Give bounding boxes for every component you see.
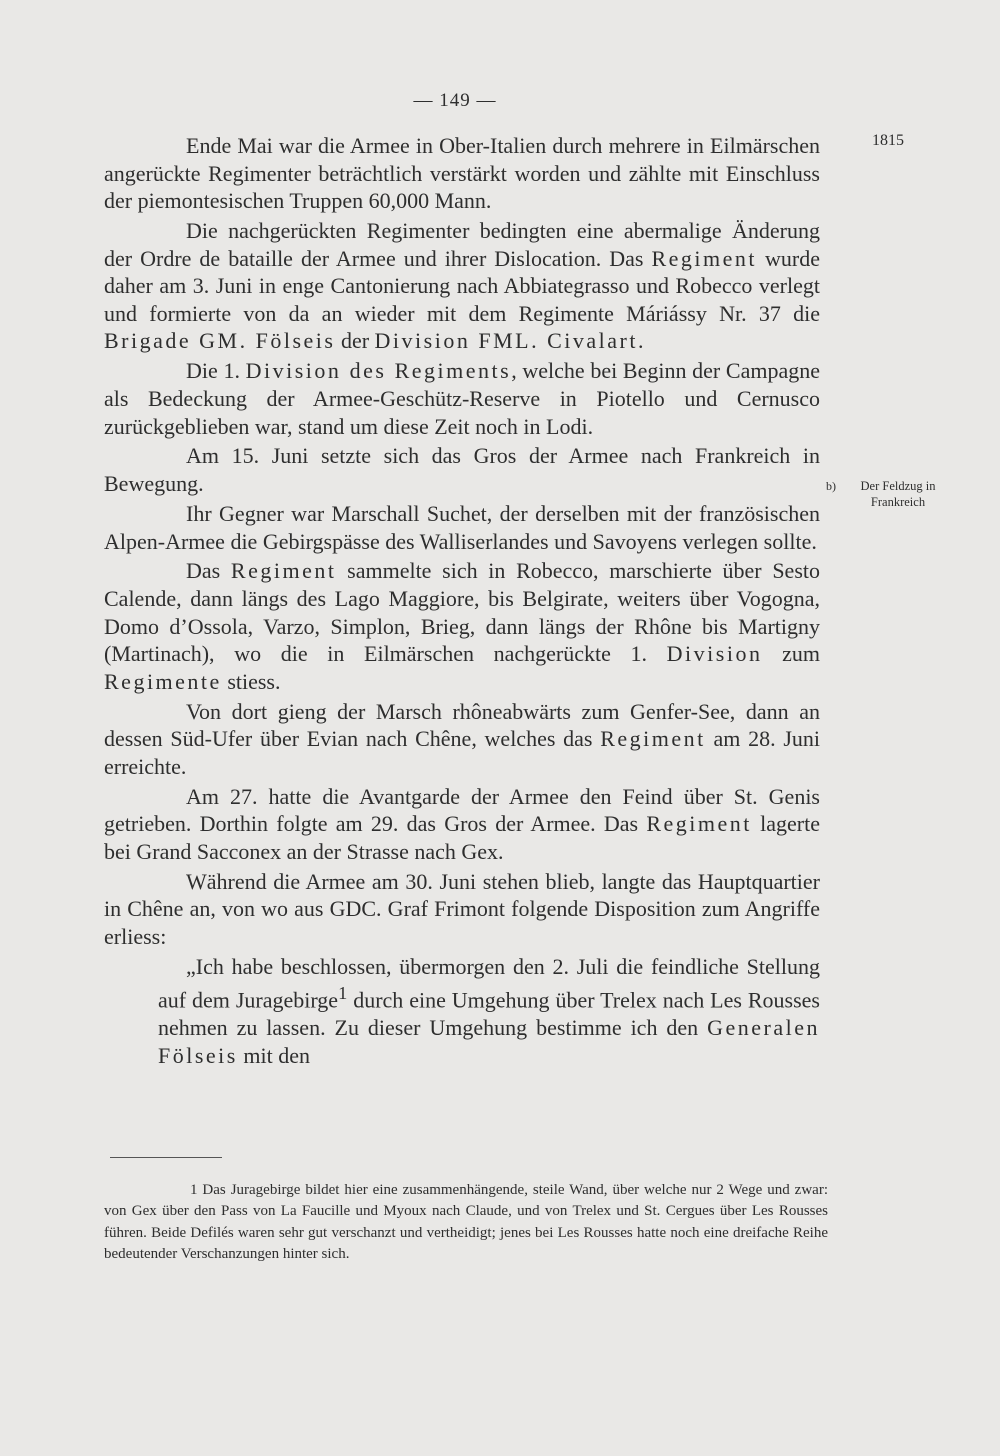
body-text [104,132,820,1072]
text-run: mit den [237,1043,310,1068]
spaced-term: Regiment [646,811,752,837]
text-run: sammelte sich in Robecco, marschierte über Sesto Calende, dann längs des Lago Maggiore, bis Belgirate, weiters über Vogogna, Domo d’Ossola, Varzo, Simplon, Brieg, dann längs der Rhône bis Martigny (Martinach), wo die in Eilmärschen nachgerückte 1. [104,558,820,667]
text-run: am 28. Juni erreichte. [104,726,820,779]
paragraph-8 [104,783,820,866]
footnote-text: Das Juragebirge bildet hier eine zusammenhängende, steile Wand, über welche nur 2 Wege und zwar: von Gex über den Pass von La Faucille und Myoux nach Claude, und von Trelex und St. Cergues über Les Rousses führen. Beide Defilés waren sehr gut verschanzt und vertheidigt; jenes bei Les Rousses hatte noch eine dreifache Reihe bedeutender Verschanzungen hinter sich. [104,1182,828,1263]
text-run: zum [762,641,820,667]
text-run: der [335,328,375,354]
margin-year: 1815 [872,132,904,149]
text-run: Die nachgerückten Regimenter bedingten eine abermalige Änderung der Ordre de bataille der Armee und ihrer Dislocation. Das [104,218,820,271]
paragraph-1: Ende Mai war die Armee in Ober-Italien durch mehrere in Eilmärschen angerückte Regimenter beträchtlich verstärkt worden und zählte mit Einschluss der piemontesischen Truppen 60,000 Mann. [104,133,820,214]
paragraph-5: Ihr Gegner war Marschall Suchet, der derselben mit der französischen Alpen-Armee die Gebirgspässe des Walliserlandes und Savoyens verlegen sollte. [104,500,820,554]
spaced-term: Division des Regiments [245,358,512,384]
spaced-term: Regiment [230,558,337,584]
text-run: , welche bei Beginn der Campagne als Bedeckung der Armee-Geschütz-Reserve in Piotello und Cernusco zurückgeblieben war, stand um diese Zeit noch in Lodi. [104,358,820,439]
margin-section-marker: b) [826,479,836,493]
footnote-reference: 1 [338,983,348,1004]
text-run: „Ich habe beschlossen, übermorgen den 2. Juli die feindliche Stellung auf dem Juragebirge [158,953,820,1013]
page-number: — 149 — [413,90,497,111]
footnote-1 [104,1180,828,1266]
text-run: Von dort gieng der Marsch rhôneabwärts zum Genfer-See, dann an dessen Süd-Ufer über Evian nach Chêne, welches das [104,698,820,752]
text-run: Das [186,558,231,584]
margin-section-title: Der Feldzug in Frankreich [860,479,936,509]
footnote-divider [110,1157,222,1158]
spaced-term: Generalen Fölseis [158,1015,820,1068]
text-run: wurde daher am 3. Juni in enge Cantonierung nach Abbiategrasso und Robecco verlegt und formierte von da an wieder mit dem Regimente Máriássy Nr. 37 die [104,245,820,326]
paragraph-6 [104,557,820,695]
text-run: durch eine Umgehung über Trelex nach Les Rousses nehmen zu lassen. Zu dieser Umgehung bestimme ich den [158,987,820,1041]
spaced-term: Regiment [651,245,757,271]
footnote-marker: 1 [190,1182,198,1198]
quoted-disposition [158,953,820,1070]
text-run: Die 1. [186,358,246,384]
spaced-term: Division [666,641,763,667]
spaced-term: Regimente [104,668,222,694]
paragraph-3 [104,357,820,440]
margin-section-note [826,478,956,510]
spaced-term: Regiment [600,726,706,752]
text-run: . [637,328,644,354]
paragraph-4: Am 15. Juni setzte sich das Gros der Armee nach Frankreich in Bewegung. [104,443,820,497]
paragraph-7 [104,698,820,781]
footnotes [104,1180,828,1266]
text-run: Am 27. hatte die Avantgarde der Armee den Feind über St. Genis getrieben. Dorthin folgte am 29. das Gros der Armee. Das [104,783,820,837]
paragraph-9: Während die Armee am 30. Juni stehen blieb, langte das Hauptquartier in Chêne an, von wo aus GDC. Graf Frimont folgende Disposition zum Angriffe erliess: [104,868,820,949]
spaced-term: Brigade GM. Fölseis [104,328,336,354]
paragraph-2 [104,217,820,355]
text-run: stiess. [221,668,281,694]
spaced-term: Division FML. Civalart [374,328,638,354]
text-run: lagerte bei Grand Sacconex an der Strasse nach Gex. [104,811,820,864]
